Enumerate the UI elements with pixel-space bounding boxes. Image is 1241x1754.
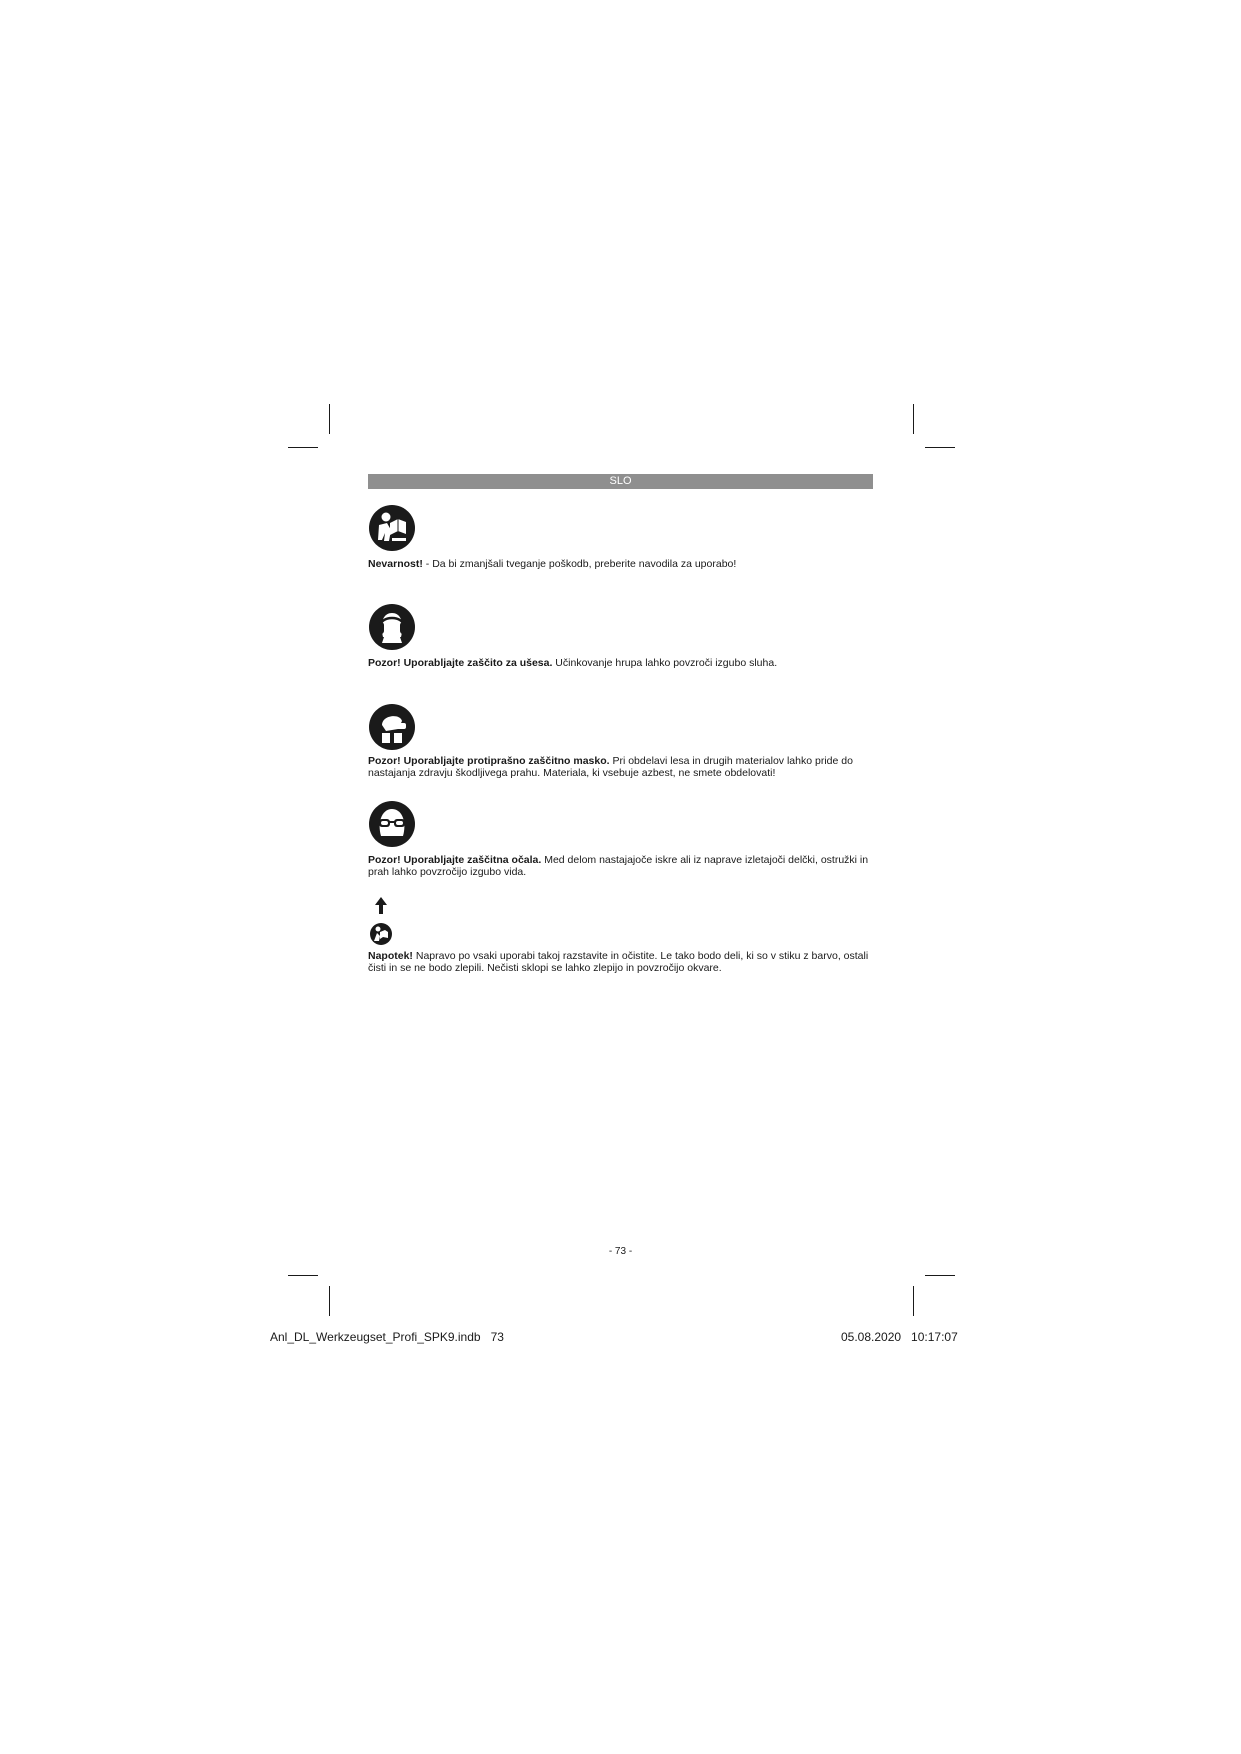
safety-notice-read-manual	[368, 504, 878, 570]
language-header: SLO	[368, 474, 873, 489]
notice-text: Pozor! Uporabljajte protiprašno zaščitno masko. Pri obdelavi lesa in drugih materialov lahko pride do nastajanja zdravju škodljivega prahu. Materiala, ki vsebuje azbest, ne smete obdelovati!	[368, 755, 853, 779]
read-manual-icon	[368, 504, 416, 552]
print-timestamp: 05.08.2020 10:17:07	[841, 1330, 958, 1344]
notice-text: Nevarnost! - Da bi zmanjšali tveganje poškodb, preberite navodila za uporabo!	[368, 558, 737, 570]
safety-glasses-icon	[368, 800, 416, 848]
crop-mark	[913, 1286, 914, 1316]
crop-mark	[925, 447, 955, 448]
crop-mark	[288, 1275, 318, 1276]
crop-mark	[329, 404, 330, 434]
crop-mark	[925, 1275, 955, 1276]
file-slug: Anl_DL_Werkzeugset_Profi_SPK9.indb 73	[270, 1330, 504, 1344]
safety-notice-clean-after-use	[368, 896, 878, 974]
dust-mask-icon	[368, 703, 416, 751]
safety-notice-ear-protection	[368, 603, 878, 669]
notice-text: Napotek! Napravo po vsaki uporabi takoj razstavite in očistite. Le tako bodo deli, ki so v stiku z barvo, ostali čisti in se ne bodo zlepili. Nečisti sklopi se lahko zlepijo in povzročijo okvare.	[368, 950, 869, 974]
crop-mark	[288, 447, 318, 448]
safety-notice-safety-glasses	[368, 800, 878, 878]
clean-after-use-icon	[368, 896, 394, 946]
ear-protection-icon	[368, 603, 416, 651]
safety-notice-dust-mask	[368, 703, 878, 779]
page-number: - 73 -	[608, 1246, 633, 1257]
notice-text: Pozor! Uporabljajte zaščitna očala. Med delom nastajajoče iskre ali iz naprave izletajoči delčki, ostružki in prah lahko povzročijo izgubo vida.	[368, 854, 869, 878]
crop-mark	[913, 404, 914, 434]
crop-mark	[329, 1286, 330, 1316]
notice-text: Pozor! Uporabljajte zaščito za ušesa. Učinkovanje hrupa lahko povzroči izgubo sluha.	[368, 657, 778, 669]
